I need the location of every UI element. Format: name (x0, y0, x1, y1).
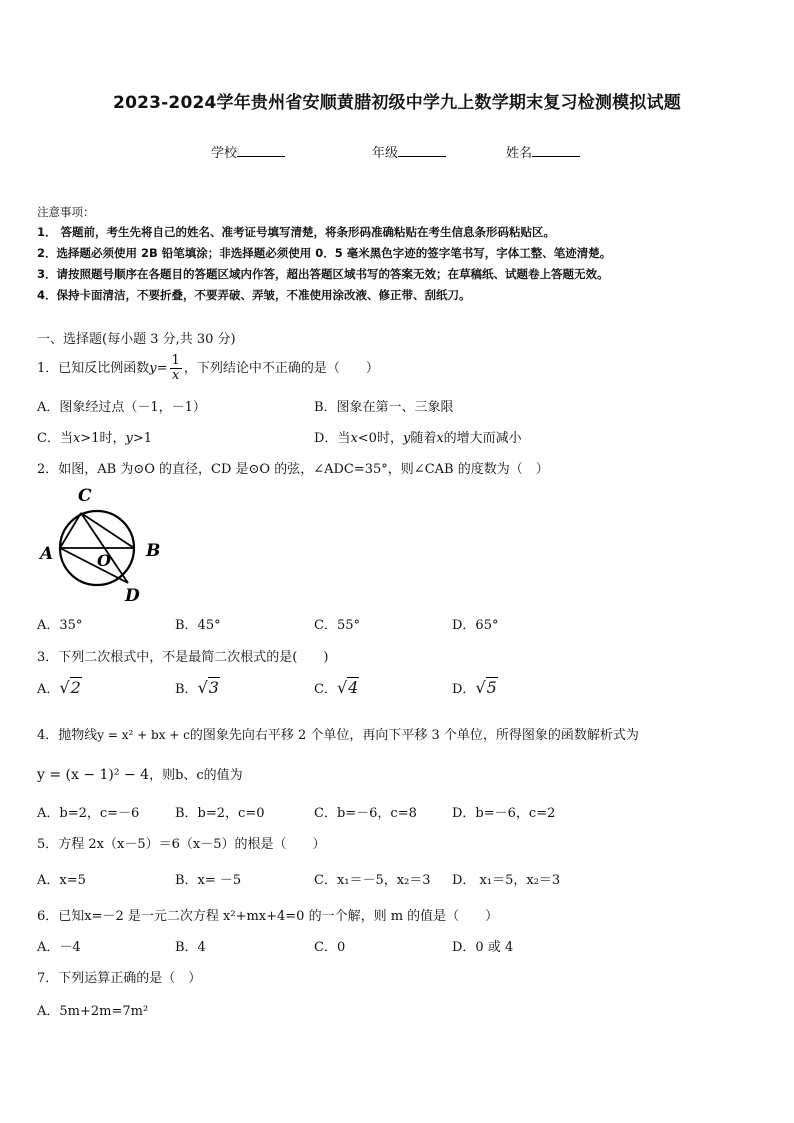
question-1-stem (37, 352, 379, 386)
q4-line2-suffix: ，则b、c的值为 (149, 768, 243, 783)
q5-option-c: C．x₁＝－5，x₂＝3 (314, 873, 431, 888)
q1d-b: x (350, 431, 358, 446)
q1-eq: = (156, 361, 168, 376)
q2-option-c: C．55° (314, 618, 360, 633)
label-c: C (78, 486, 92, 506)
q3b-rad: 3 (208, 678, 219, 697)
q5-option-d: D． x₁＝5，x₂＝3 (452, 873, 561, 888)
q5-option-b: B．x= －5 (175, 873, 242, 888)
q2-option-a: A．35° (37, 618, 83, 633)
label-a: A (40, 544, 54, 564)
q1-option-d (314, 427, 522, 446)
sqrt-icon: √4 (336, 678, 359, 697)
chord-ad (60, 548, 128, 583)
label-b: B (146, 541, 161, 561)
q1c-d: y (125, 431, 133, 446)
q3-option-b (175, 678, 220, 697)
grade-label: 年级 (372, 146, 399, 161)
q3-option-c (314, 678, 359, 697)
label-o: O (97, 551, 111, 570)
q1c-a: C．当 (37, 431, 73, 446)
q3b-label: B． (175, 682, 198, 697)
chord-ca (60, 513, 81, 548)
q1d-e: 随着 (410, 431, 437, 446)
q7-option-a: A．5m+2m=7m² (37, 1004, 149, 1019)
chord-cb (81, 513, 134, 548)
q4-option-a: A．b=2，c=－6 (37, 806, 140, 821)
q1-prefix: 1．已知反比例函数 (37, 361, 150, 376)
question-5-stem: 5．方程 2x（x－5）＝6（x－5）的根是（ ） (37, 837, 326, 852)
section-heading: 一、选择题(每小题 3 分,共 30 分) (37, 332, 236, 347)
name-blank (532, 144, 580, 157)
sqrt-icon: √2 (59, 678, 81, 697)
q1c-c: >1时， (80, 431, 126, 446)
q2-option-d: D．65° (452, 618, 499, 633)
page-title: 2023-2024学年贵州省安顺黄腊初级中学九上数学期末复习检测模拟试题 (113, 93, 681, 113)
q1-den: x (172, 368, 180, 383)
school-blank (237, 144, 285, 157)
q3-option-a (37, 678, 82, 697)
q3c-rad: 4 (348, 678, 359, 697)
q1d-g: 的增大而减小 (443, 431, 522, 446)
q4-option-c: C．b=－6，c=8 (314, 806, 417, 821)
q4-option-d: D．b=－6，c=2 (452, 806, 556, 821)
question-7-stem: 7．下列运算正确的是（ ） (37, 971, 202, 986)
q1d-d: y (402, 431, 411, 446)
q1c-b: x (72, 431, 81, 446)
q4-option-b: B．b=2，c=0 (175, 806, 265, 821)
q1-option-b: B．图象在第一、三象限 (314, 400, 454, 415)
name-label: 姓名 (506, 146, 533, 161)
q1d-a: D．当 (314, 431, 351, 446)
school-label: 学校 (211, 146, 238, 161)
q3c-label: C． (314, 682, 337, 697)
q1-option-a: A．图象经过点（－1，－1） (37, 400, 206, 415)
question-3-stem: 3．下列二次根式中，不是最简二次根式的是( ) (37, 650, 329, 665)
q4-result-equation: y = (x − 1)² − 4 (37, 767, 150, 783)
question-4-line2 (37, 764, 243, 783)
q1-fraction (170, 354, 182, 383)
sqrt-icon: √5 (475, 678, 497, 697)
q1-option-c (37, 427, 152, 446)
q3a-label: A． (37, 682, 60, 697)
notice-item: 1． 答题前，考生先将自己的姓名、准考证号填写清楚，将条形码准确粘贴在考生信息条形码粘贴区。 (37, 225, 555, 239)
grade-field (372, 142, 446, 161)
name-field (506, 142, 580, 161)
notice-item: 2．选择题必须使用 2B 铅笔填涂；非选择题必须使用 0．5 毫米黑色字迹的签字笔书写，字体工整、笔迹清楚。 (37, 246, 612, 260)
q6-option-b: B．4 (175, 940, 206, 955)
q3-option-d (452, 678, 498, 697)
q1d-c: <0时， (357, 431, 403, 446)
q1-suffix: ，下列结论中不正确的是（ ） (183, 361, 379, 376)
school-field (211, 142, 285, 161)
q4-prefix: 4．抛物线 (37, 728, 98, 743)
q3a-rad: 2 (70, 678, 81, 697)
q6-option-d: D．0 或 4 (452, 940, 514, 955)
q4-suffix: 的图象先向右平移 2 个单位，再向下平移 3 个单位，所得图象的函数解析式为 (189, 728, 639, 743)
q6-option-a: A．－4 (37, 940, 81, 955)
q3d-rad: 5 (486, 678, 497, 697)
notice-item: 4．保持卡面清洁，不要折叠，不要弄破、弄皱，不准使用涂改液、修正带、刮纸刀。 (37, 288, 471, 302)
question-6-stem: 6．已知x=－2 是一元二次方程 x²+mx+4=0 的一个解，则 m 的值是（ ） (37, 909, 499, 924)
grade-blank (398, 144, 446, 157)
q4-equation: y = x² + bx + c (97, 728, 190, 742)
notice-item: 3．请按照题号顺序在各题目的答题区域内作答，超出答题区域书写的答案无效；在草稿纸、试题卷上答题无效。 (37, 267, 609, 281)
question-4-stem (37, 724, 639, 743)
question-2-stem: 2．如图，AB 为⊙O 的直径，CD 是⊙O 的弦，∠ADC=35°，则∠CAB 的度数为（ ） (37, 462, 549, 477)
q3d-label: D． (452, 682, 476, 697)
label-d: D (125, 586, 140, 606)
q1-y: y (149, 361, 157, 376)
q6-option-c: C．0 (314, 940, 346, 955)
notice-heading: 注意事项： (37, 205, 95, 219)
sqrt-icon: √3 (197, 678, 219, 697)
q1d-f: x (436, 431, 444, 446)
q1-num: 1 (171, 353, 180, 368)
q5-option-a: A．x=5 (37, 873, 86, 888)
q2-option-b: B．45° (175, 618, 221, 633)
circle-diagram (36, 484, 166, 608)
q1c-e: >1 (132, 431, 152, 446)
